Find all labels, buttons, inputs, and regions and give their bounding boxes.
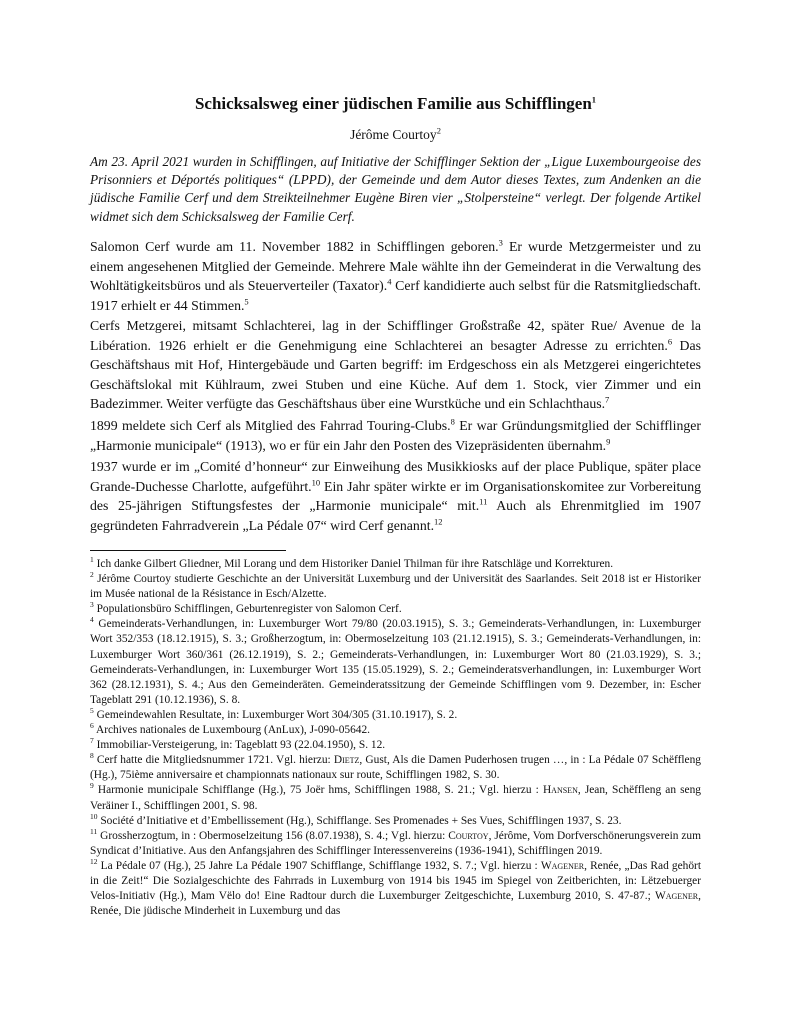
footnote-ref[interactable]: 11 (479, 496, 488, 507)
author-name: Dietz (333, 754, 360, 767)
footnote: $^6$ Archives nationales de Luxembourg (AnLux), J-090-05642. (90, 721, 371, 737)
body-paragraph: 1899 meldete sich Cerf als Mitglied des Fahrrad Touring-Clubs.$^8$ Er war Gründungsmitglied der Schifflinger „Harmonie municipale“ (1913), wo er für ein Jahr den Posten des Vizepräsidenten übernahm.$^9$ (90, 416, 701, 453)
footnote-ref[interactable]: 1 (591, 94, 597, 105)
body-paragraph: Cerfs Metzgerei, mitsamt Schlachterei, lag in der Schifflinger Großstraße 42, später Rue/ Avenue de la Libération. 1926 erhielt er die Genehmigung eine Schlachterei an besagter Adresse zu errichten.$^6$ Das Geschäftshaus mit Hof, Hintergebäude und Garten begriff: im Erdgeschoss ein als Metzgerei eingerichtetes Geschäftslokal mit Kühlraum, zwei Stuben und eine Küche. Auf dem 1. Stock, vier Zimmer und ein Badezimmer. Weiter verfügte das Geschäftshaus über eine Wurstküche und ein Schlachthaus.$^7$ (90, 318, 702, 411)
footnote-ref[interactable]: 4 (387, 276, 392, 287)
footnote-ref[interactable]: 3 (498, 237, 503, 248)
lead-paragraph: Am 23. April 2021 wurden in Schifflingen, auf Initiative der Schifflinger Sektion der „Ligue Luxembourgeoise des Prisonniers et Déportés politiques“ (LPPD), der Gemeinde und dem Autor dieses Textes, zum Andenken an die jüdische Familie Cerf und dem Streikteilnehmer Eugène Biren vier „Stolpersteine“ verlegt. Der folgende Artikel widmet sich dem Schicksalsweg der Familie Cerf. (90, 154, 701, 224)
footnote: $^8$ Cerf hatte die Mitgliedsnummer 1721. Vgl. hierzu: Dietz, Gust, Als die Damen Puderhosen trugen …, in : La Pédale 07 Schëffleng (Hg.), 75ième anniversaire et championnats nationaux sur route, Schifflingen 1982, S. 30. (90, 751, 701, 782)
body-paragraph: Salomon Cerf wurde am 11. November 1882 in Schifflingen geboren.$^3$ Er wurde Metzgermeister und zu einem angesehenen Mitglied der Gemeinde. Mehrere Male wählte ihn der Gemeinderat in die Verwaltung des Wohltätigkeitsbüros und als Steuerverteiler (Taxator).$^4$ Cerf kandidierte auch selbst für die Ratsmitgliedschaft. 1917 erhielt er 44 Stimmen.$^5$ (90, 237, 701, 313)
footnote-ref[interactable]: 8 (450, 416, 455, 427)
footnote-ref[interactable]: 10 (311, 476, 321, 487)
footnote: $^9$ Harmonie municipale Schifflange (Hg.), 75 Joër hms, Schifflingen 1988, S. 21.; Vgl. hierzu : Hansen, Jean, Schëffleng an seng Veräiner I., Schifflingen 2001, S. 98. (90, 781, 702, 812)
footnote: $^4$ Gemeinderats-Verhandlungen, in: Luxemburger Wort 79/80 (20.03.1915), S. 3.; Gemeinderats-Verhandlungen, in: Luxemburger Wort 352/353 (18.12.1915), S. 3.; Großherzogtum, in: Obermoselzeitung 103 (21.12.1915), S. 3.; Gemeinderats-Verhandlungen, in: Luxemburger Wort 360/361 (26.12.1919), S. 2.; Gemeinderats-Verhandlungen, in: Luxemburger Wort 80 (21.03.1929), S. 3.; Gemeinderats-Verhandlungen, in: Luxemburger Wort 135 (15.05.1929), S. 2.; Gemeinderatsverhandlungen, in: Luxemburger Wort 362 (28.12.1931), S. 4.; Aus den Gemeinderäten. Gemeinderatssitzung der Gemeinde Schifflingen vom 9. Dezember, in: Escher Tageblatt 291 (10.12.1936), S. 8. (90, 615, 701, 706)
footnote: $^2$ Jérôme Courtoy studierte Geschichte an der Universität Luxemburg und der Universität des Saarlandes. Seit 2018 ist er Historiker im Musée national de la Résistance in Esch/Alzette. (90, 570, 701, 601)
footnote-ref[interactable]: 5 (244, 295, 249, 306)
footnote-ref[interactable]: 7 (605, 394, 610, 405)
footnote-ref[interactable]: 2 (436, 125, 441, 136)
footnotes-section (90, 557, 701, 919)
footnote: $^{11}$ Grossherzogtum, in : Obermoselzeitung 156 (8.07.1938), S. 4.; Vgl. hierzu: Courtoy, Jérôme, Vom Dorfverschönerungsverein zum Syndicat d’Initiative. Aus den Anfangsjahren des Schifflinger Interessenvereins (1936-1941), Schifflingen 2019. (90, 826, 701, 857)
author-name: Wagener (540, 859, 585, 872)
footnote: $^5$ Gemeindewahlen Resultate, in: Luxemburger Wort 304/305 (31.10.1917), S. 2. (90, 706, 458, 721)
author-name: Hansen (542, 784, 578, 797)
footnote-ref[interactable]: 9 (606, 435, 611, 446)
page-title: Schicksalsweg einer jüdischen Familie aus Schifflingen$^1$ (194, 94, 597, 113)
footnote: $^1$ Ich danke Gilbert Gliedner, Mil Lorang und dem Historiker Daniel Thilman für ihre Ratschläge und Korrekturen. (90, 555, 614, 570)
body-paragraph: 1937 wurde er im „Comité d’honneur“ zur Einweihung des Musikkiosks auf der place Publique, später place Grande-Duchesse Charlotte, aufgeführt.$^{10}$ Ein Jahr später wirkte er im Organisationskomitee zur Vorbereitung des 25-jährigen Stiftungsfestes der „Harmonie municipale“ mit.$^{11}$ Auch als Ehrenmitglied im 1907 gegründeten Fahrradverein „La Pédale 07“ wird Cerf genannt.$^{12}$ (90, 459, 701, 533)
author-line: Jérôme Courtoy$^2$ (350, 125, 441, 142)
author-name: Courtoy (448, 829, 489, 842)
footnote-ref[interactable]: 12 (434, 515, 443, 526)
footnote-ref[interactable]: 6 (667, 335, 673, 346)
footnote-divider (90, 550, 286, 551)
footnote: $^3$ Populationsbüro Schifflingen, Geburtenregister von Salomon Cerf. (90, 600, 402, 616)
footnote: $^{10}$ Société d’Initiative et d’Embellissement (Hg.), Schifflange. Ses Promenades + Ses Vues, Schifflingen 1937, S. 23. (90, 811, 622, 827)
footnote: $^{12}$ La Pédale 07 (Hg.), 25 Jahre La Pédale 1907 Schifflange, Schifflange 1932, S. 7.; Vgl. hierzu : Wagener, Renée, „Das Rad gehört in die Zeit!“ Die Sozialgeschichte des Fahrrads in Luxemburg von 1914 bis 1945 im Spiegel von Zeitberichten, in: Lëtzebuerger Velos-Initiativ (Hg.), Mam Vëlo do! Eine Radtour durch die Luxemburger Zeitgeschichte, Luxemburg 2010, S. 47-87.; Wagener, Renée, Die jüdische Minderheit in Luxemburg und das (90, 857, 702, 918)
footnote: $^7$ Immobiliar-Versteigerung, in: Tageblatt 93 (22.04.1950), S. 12. (90, 736, 386, 752)
author-name: Wagener (654, 890, 699, 903)
